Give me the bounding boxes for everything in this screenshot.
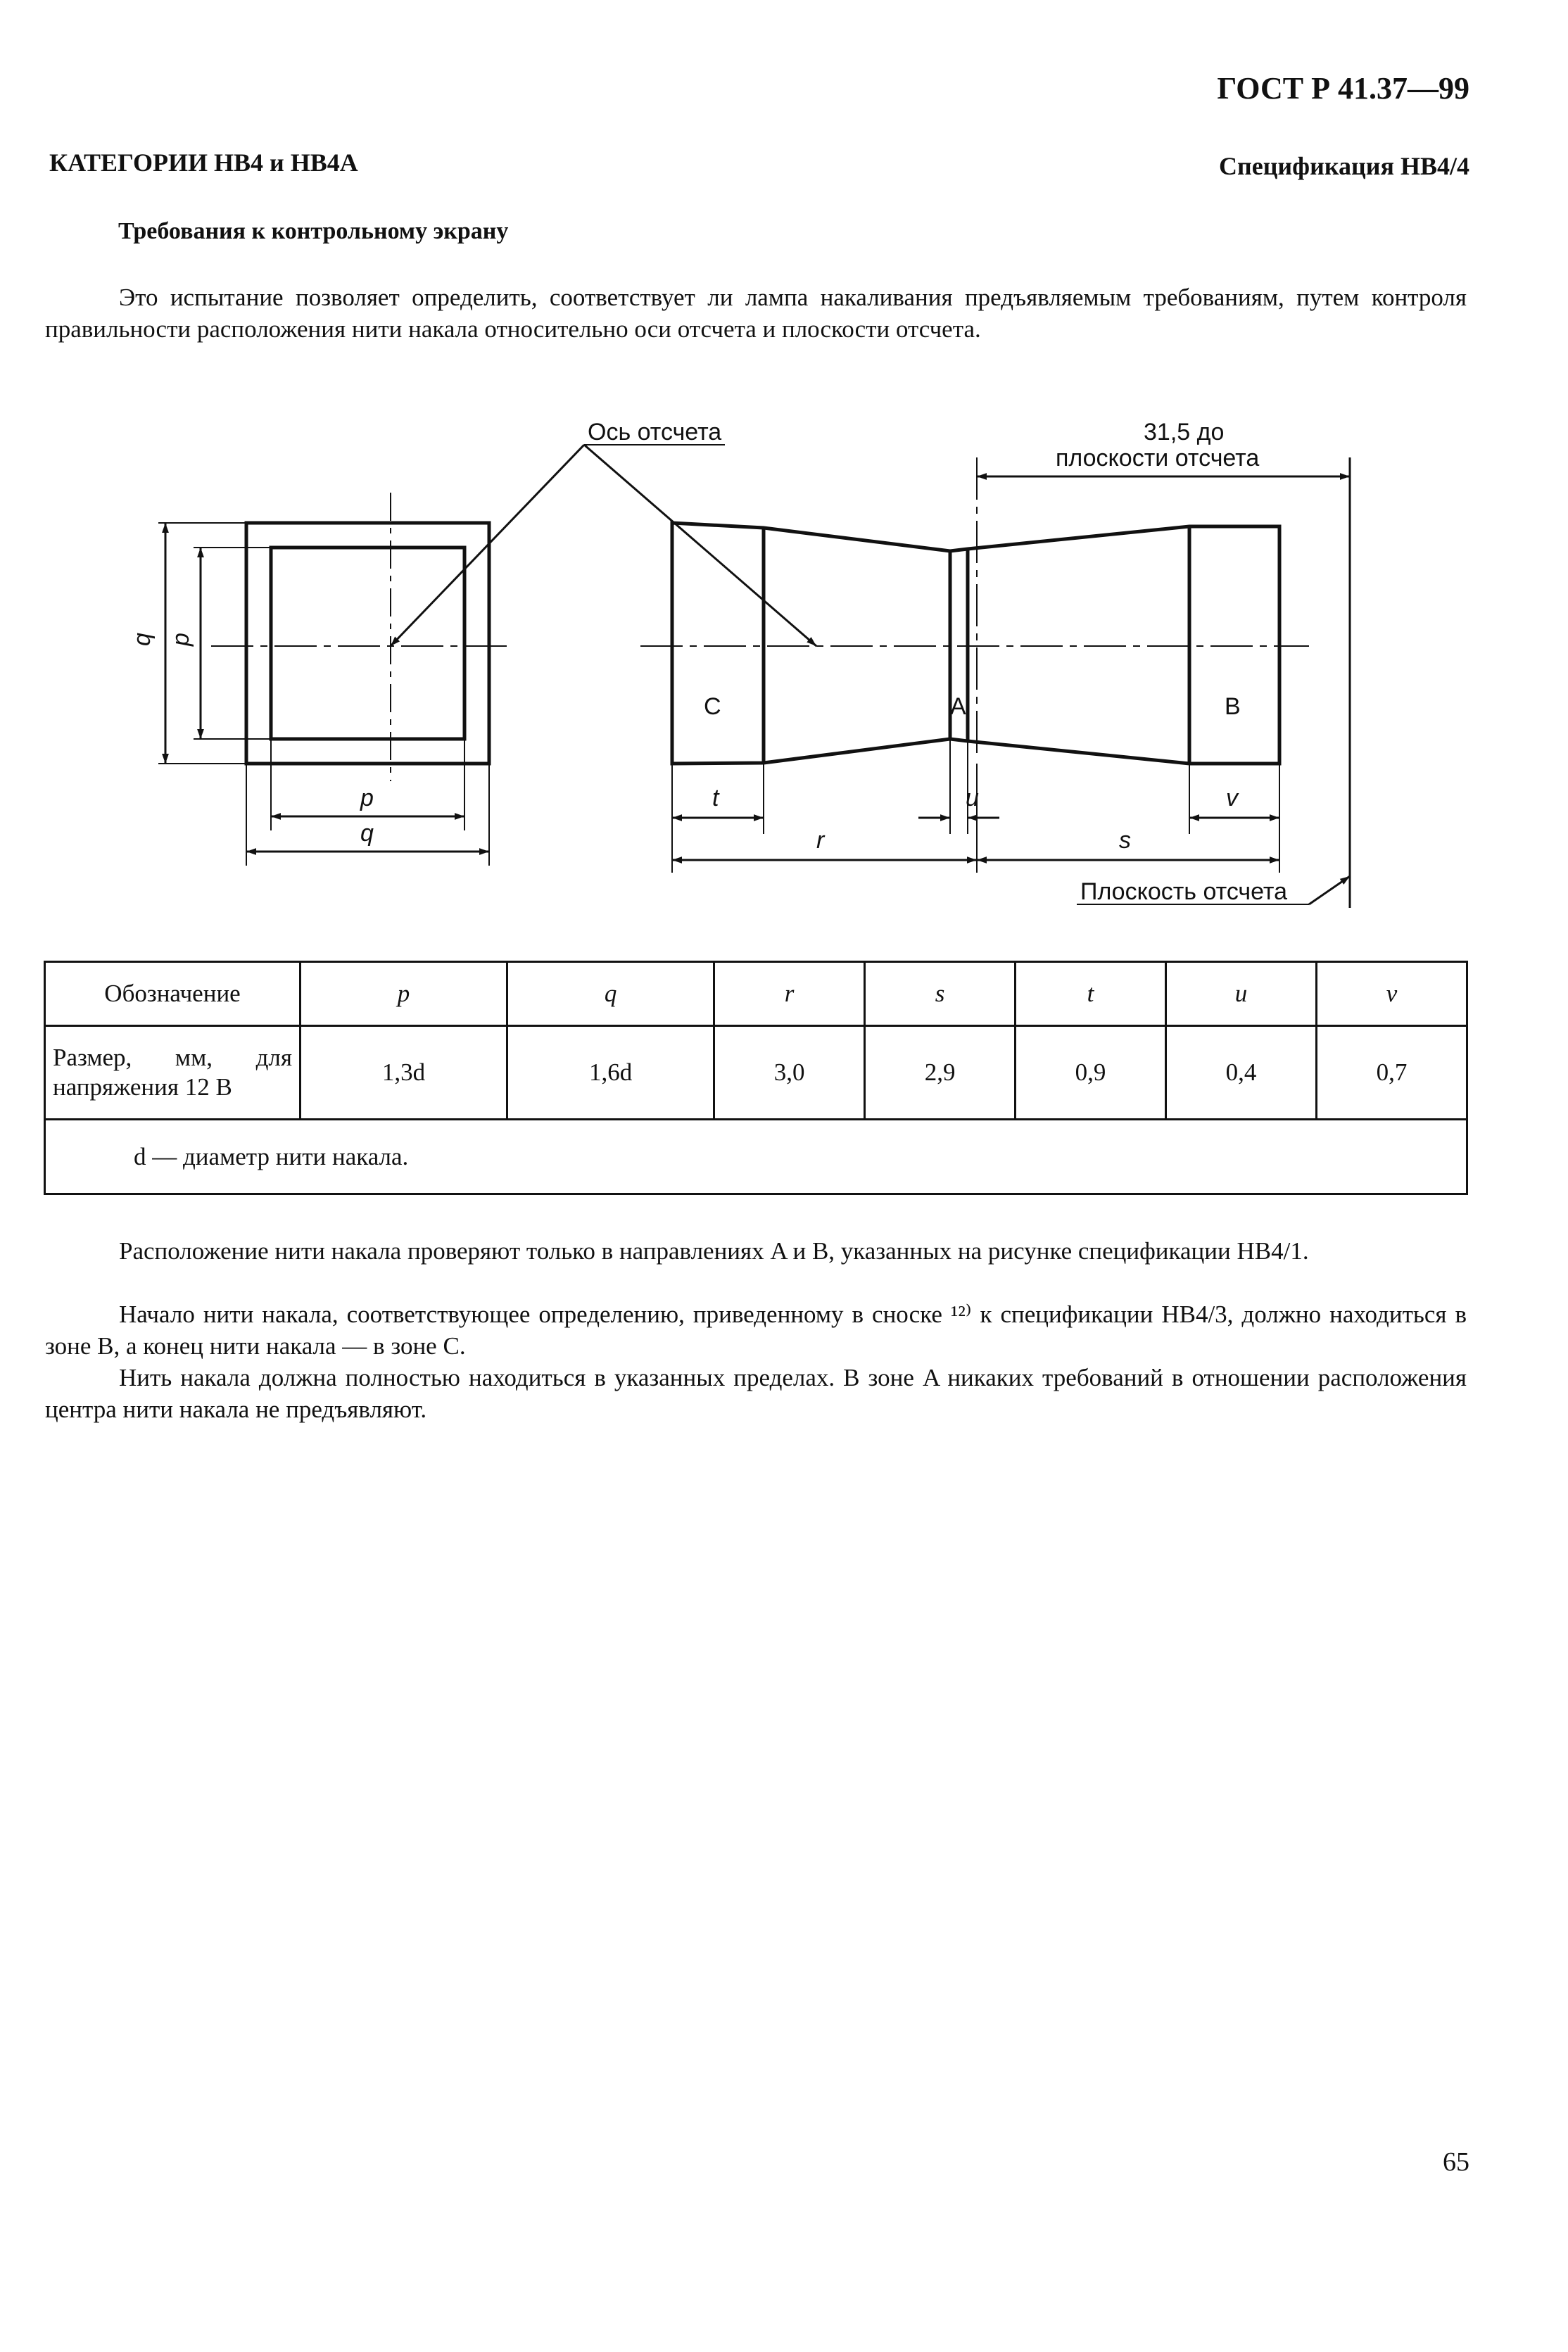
section-title: Требования к контрольному экрану — [118, 218, 509, 244]
table-column-header: t — [1016, 962, 1166, 1026]
page-number: 65 — [1443, 2147, 1469, 2177]
table-cell: 1,3d — [301, 1026, 507, 1120]
table-column-header: p — [301, 962, 507, 1026]
category-heading: КАТЕГОРИИ HB4 и HB4A — [49, 148, 358, 177]
table-header-row — [45, 962, 1467, 1026]
zone-b-label: B — [1225, 693, 1241, 720]
table-footnote: d — диаметр нити накала. — [45, 1120, 1467, 1194]
paragraph: Начало нити накала, соответствующее определению, приведенному в сноске ¹²⁾ к спецификации HB4/3, должно находиться в зоне B, а конец нити накала — в зоне C. — [45, 1301, 1467, 1360]
table-column-header: r — [714, 962, 865, 1026]
dim-p-label: p — [360, 785, 374, 811]
inner-square — [271, 548, 464, 739]
axis-label: Ось отсчета — [588, 419, 722, 445]
paragraph: Расположение нити накала проверяют только в направлениях A и B, указанных на рисунке спецификации HB4/1. — [119, 1237, 1309, 1265]
dim-r-label: r — [816, 827, 825, 854]
table-row-label: Размер, мм, для напряжения 12 В — [45, 1026, 301, 1120]
table-cell: 0,7 — [1317, 1026, 1467, 1120]
table-cell: 2,9 — [865, 1026, 1016, 1120]
intro-paragraph: Это испытание позволяет определить, соответствует ли лампа накаливания предъявляемым требованиям, путем контроля правильности расположения нити накала относительно оси отсчета и плоскости отсчета. — [45, 284, 1467, 343]
dim-u-label: u — [966, 785, 979, 811]
specification-heading: Спецификация HB4/4 — [1218, 152, 1469, 180]
dim-q-label: q — [360, 820, 374, 847]
dim-v-label: v — [1226, 785, 1238, 811]
screen-diagram — [0, 394, 1568, 929]
table-column-header: q — [507, 962, 714, 1026]
plane-label: Плоскость отсчета — [1080, 878, 1288, 905]
distance-label-2: плоскости отсчета — [1056, 445, 1260, 472]
paragraph: Нить накала должна полностью находиться в указанных пределах. В зоне A никаких требований в отношении расположения центра нити накала не предъявляют. — [45, 1364, 1467, 1423]
table-header-label: Обозначение — [45, 962, 301, 1026]
table-footnote-row — [45, 1120, 1467, 1194]
table-column-header: u — [1166, 962, 1317, 1026]
dim-t-label: t — [712, 785, 719, 811]
dimensions-table — [44, 961, 1468, 1195]
table-row — [45, 1026, 1467, 1120]
table-cell: 0,4 — [1166, 1026, 1317, 1120]
table-column-header: s — [865, 962, 1016, 1026]
outer-square — [246, 523, 489, 764]
dim-s-label: s — [1119, 827, 1131, 854]
dim-q-vertical-label: q — [129, 633, 156, 646]
dim-p-vertical-label: p — [167, 633, 194, 646]
zone-c-label: C — [704, 693, 721, 720]
table-cell: 1,6d — [507, 1026, 714, 1120]
table-column-header: v — [1317, 962, 1467, 1026]
distance-label: 31,5 до — [1144, 419, 1225, 445]
zone-a-label: A — [950, 693, 966, 720]
table-cell: 0,9 — [1016, 1026, 1166, 1120]
standard-number: ГОСТ Р 41.37—99 — [1217, 71, 1469, 106]
table-cell: 3,0 — [714, 1026, 865, 1120]
